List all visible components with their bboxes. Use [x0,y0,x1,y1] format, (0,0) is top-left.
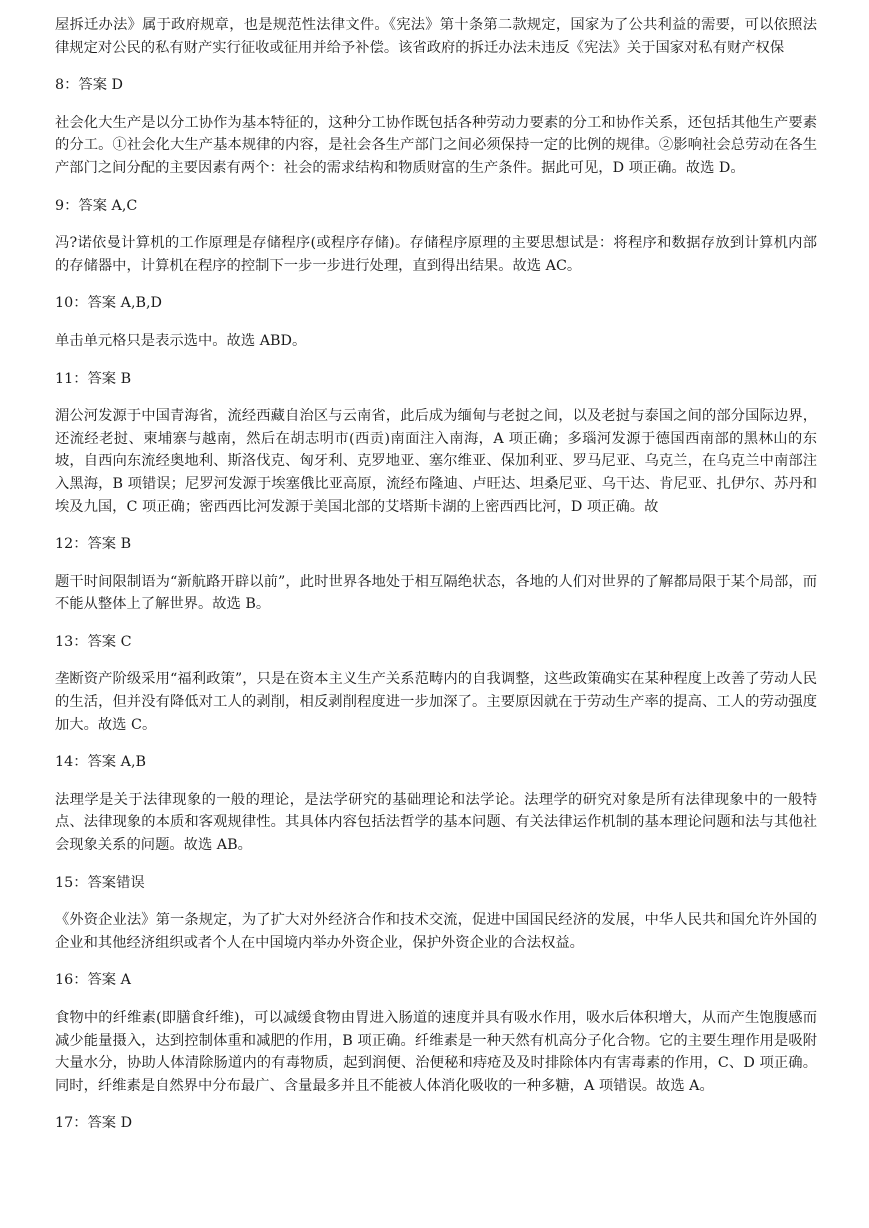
explanation-13: 垄断资产阶级采用“福利政策”，只是在资本主义生产关系范畴内的自我调整，这些政策确实在某种程度上改善了劳动人民的生活，但并没有降低对工人的剥削，相反剥削程度进一步加深了。主要原因就在于劳动生产率的提高、工人的劳动强度加大。故选 C。 [55,671,817,733]
explanation-15: 《外资企业法》第一条规定，为了扩大对外经济合作和技术交流，促进中国国民经济的发展，中华人民共和国允许外国的企业和其他经济组织或者个人在中国境内举办外资企业，保护外资企业的合法权益。 [55,912,817,951]
explanation-11: 湄公河发源于中国青海省，流经西藏自治区与云南省，此后成为缅甸与老挝之间，以及老挝与泰国之间的部分国际边界，还流经老挝、柬埔寨与越南，然后在胡志明市(西贡)南面注入南海，A 项正确；多瑙河发源于德国西南部的黑林山的东坡，自西向东流经奥地利、斯洛伐克、匈牙利、克罗地亚、塞尔维亚、保加利亚、罗马尼亚、乌克兰，在乌克兰中南部注入黑海，B 项错误；尼罗河发源于埃塞俄比亚高原，流经布隆迪、卢旺达、坦桑尼亚、乌干达、肯尼亚、扎伊尔、苏丹和埃及九国，C 项正确；密西西比河发源于美国北部的艾塔斯卡湖的上密西西比河，D 项正确。故 [55,408,817,515]
explanation-16: 食物中的纤维素(即膳食纤维)，可以减缓食物由胃进入肠道的速度并具有吸水作用，吸水后体积增大，从而产生饱腹感而减少能量摄入，达到控制体重和减肥的作用，B 项正确。纤维素是一种天然有机高分子化合物。它的主要生理作用是吸附大量水分，协助人体清除肠道内的有毒物质，起到润便、治便秘和痔疮及及时排除体内有害毒素的作用，C、D 项正确。同时，纤维素是自然界中分布最广、含量最多并且不能被人体消化吸收的一种多糖，A 项错误。故选 A。 [55,1010,817,1094]
answer-15: 15：答案错误 [55,874,145,891]
answer-11: 11：答案 B [55,370,132,387]
answer-16: 16：答案 A [55,972,131,989]
answer-14: 14：答案 A,B [55,754,147,771]
explanation-10: 单击单元格只是表示选中。故选 ABD。 [55,332,307,349]
document-page [55,14,817,1150]
answer-8: 8：答案 D [55,77,123,94]
answer-12: 12：答案 B [55,536,132,553]
explanation-7-tail: 屋拆迁办法》属于政府规章，也是规范性法律文件。《宪法》第十条第二款规定，国家为了公共利益的需要，可以依照法律规定对公民的私有财产实行征收或征用并给予补偿。该省政府的拆迁办法未违反《宪法》关于国家对私有财产权保 [55,17,817,56]
answer-10: 10：答案 A,B,D [55,295,163,312]
answer-13: 13：答案 C [55,633,132,650]
explanation-12: 题干时间限制语为“新航路开辟以前”，此时世界各地处于相互隔绝状态，各地的人们对世界的了解都局限于某个局部，而不能从整体上了解世界。故选 B。 [55,573,817,613]
explanation-9: 冯?诺依曼计算机的工作原理是存储程序(或程序存储)。存储程序原理的主要思想试是：将程序和数据存放到计算机内部的存储器中，计算机在程序的控制下一步一步进行处理，直到得出结果。故选 AC。 [55,235,817,274]
explanation-14: 法理学是关于法律现象的一般的理论，是法学研究的基础理论和法学论。法理学的研究对象是所有法律现象中的一般特点、法律现象的本质和客观规律性。其具体内容包括法哲学的基本问题、有关法律运作机制的基本理论问题和法与其他社会现象关系的问题。故选 AB。 [55,791,817,854]
explanation-8: 社会化大生产是以分工协作为基本特征的，这种分工协作既包括各种劳动力要素的分工和协作关系，还包括其他生产要素的分工。①社会化大生产基本规律的内容，是社会各生产部门之间必须保持一定的比例的规律。②影响社会总劳动在各生产部门之间分配的主要因素有两个：社会的需求结构和物质财富的生产条件。据此可见，D 项正确。故选 D。 [55,114,817,176]
answer-17: 17：答案 D [55,1115,133,1132]
answer-9: 9：答案 A,C [55,197,138,214]
